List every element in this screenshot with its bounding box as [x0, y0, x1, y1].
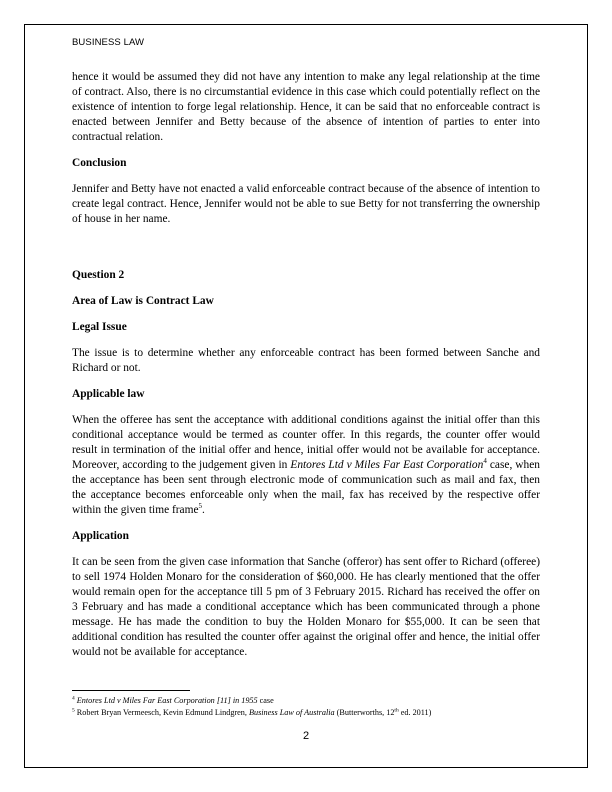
section-spacer — [72, 238, 540, 268]
footnote-5-authors: Robert Bryan Vermeesch, Kevin Edmund Lindgren, — [76, 708, 249, 717]
heading-applicable-law: Applicable law — [72, 388, 145, 400]
heading-conclusion: Conclusion — [72, 157, 127, 169]
footnote-ref-5[interactable]: 5 — [198, 502, 203, 511]
footnote-4 — [72, 695, 431, 707]
paragraph-conclusion: Jennifer and Betty have not enacted a valid enforceable contract because of the absence of intention to create legal contract. Hence, Jennifer would not be able to sue Betty for not transferring the ownership of house in her name. — [72, 183, 540, 225]
footnote-separator — [72, 690, 190, 691]
document-body — [72, 70, 540, 660]
case-name-entores: Entores Ltd v Miles Far East Corporation — [290, 459, 484, 471]
heading-question-2: Question 2 — [72, 269, 125, 281]
applicable-text-1: When the offeree has sent the acceptance with additional conditions against the initial offer than this conditional acceptance would be termed as counter offer. In this regards, the counter offer would result in termination of the initial offer and hence, initial offer would not be available for acceptance. Moreover, according to the judgement given in — [72, 414, 540, 471]
footnote-4-number: 4 — [72, 695, 75, 702]
applicable-text-3: . — [202, 504, 205, 516]
paragraph-legal-issue: The issue is to determine whether any enforceable contract has been formed between Sanche and Richard or not. — [72, 347, 540, 374]
applicable-text-2: case, when the acceptance has been sent through electronic mode of communication such as mail and fax, then the acceptance becomes enforceable only when the mail, fax has received by the respective offer within the given time frame — [72, 459, 540, 516]
footnotes — [72, 695, 431, 719]
footnote-5-ordinal: th — [394, 707, 399, 714]
footnote-5-publisher: (Butterworths, 12 — [334, 708, 395, 717]
running-header: BUSINESS LAW — [72, 37, 145, 48]
footnote-5-title: Business Law of Australia — [249, 708, 335, 717]
paragraph-application: It can be seen from the given case information that Sanche (offeror) has sent offer to Richard (offeree) to sell 1974 Holden Monaro for the consideration of $60,000. He has clearly mentioned that the offer would remain open for the acceptance till 5 pm of 3 February 2015. Richard has received the offer on 3 February and has made a conditional acceptance which has been communicated through a phone message. He has made the condition to buy the Holden Monaro for $55,000. It can be seen that additional condition has resulted the counter offer against the original offer and hence, the initial offer would not be available for acceptance. — [72, 556, 540, 658]
footnote-5 — [72, 707, 431, 719]
footnote-5-number: 5 — [72, 707, 75, 714]
footnote-ref-4[interactable]: 4 — [483, 457, 487, 466]
footnote-4-rest: case — [257, 696, 274, 705]
footnote-5-edition: ed. 2011) — [398, 708, 432, 717]
heading-application: Application — [72, 530, 129, 542]
paragraph-applicable-law — [72, 413, 540, 518]
heading-legal-issue: Legal Issue — [72, 321, 127, 333]
heading-area-of-law: Area of Law is Contract Law — [72, 295, 214, 307]
footnote-4-case: Entores Ltd v Miles Far East Corporation [11] in 1955 — [76, 696, 258, 705]
paragraph-intention: hence it would be assumed they did not have any intention to make any legal relationship at the time of contract. Also, there is no circumstantial evidence in this case which could potentially reflect on the existence of intention to forge legal relationship. Hence, it can be said that no enforceable contract is enacted between Jennifer and Betty because of the absence of intention of parties to enter into contractual relation. — [72, 71, 540, 143]
page-number: 2 — [302, 730, 310, 742]
